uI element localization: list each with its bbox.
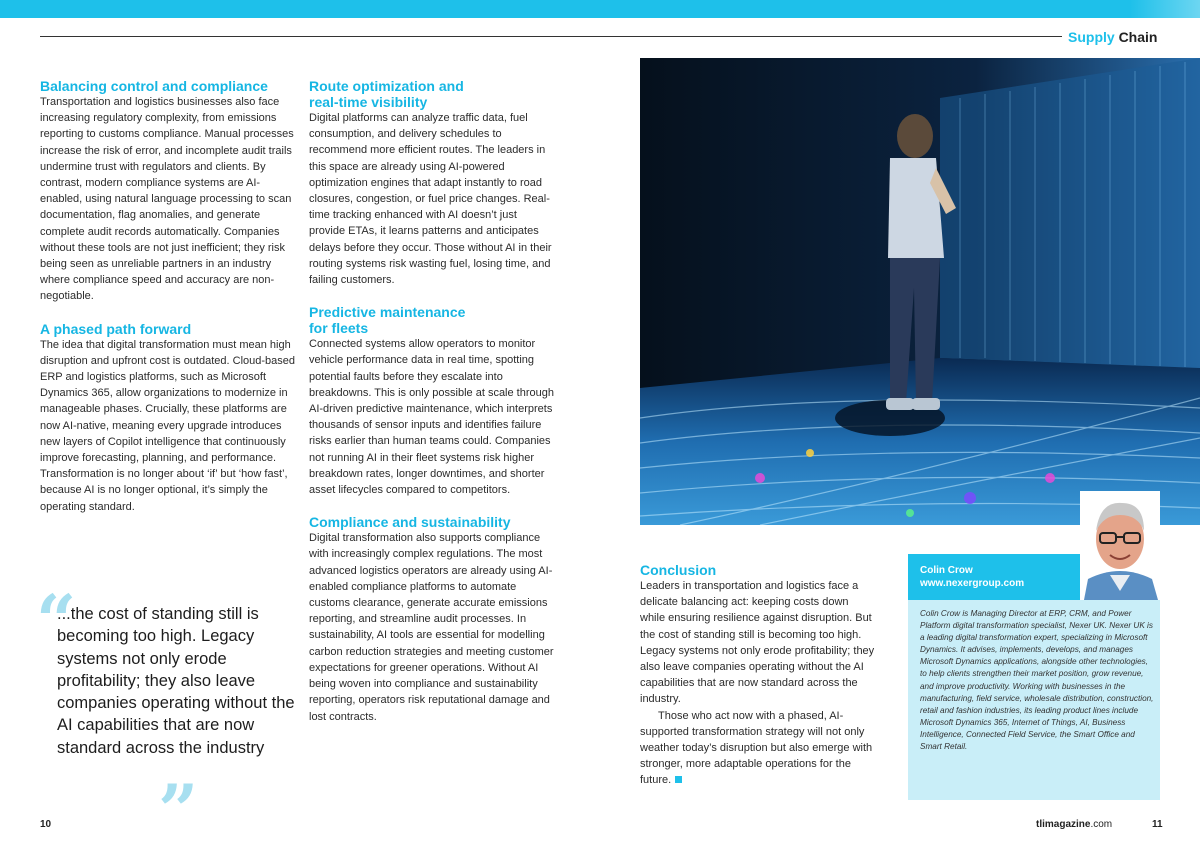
section-tag-word2: Chain — [1118, 29, 1158, 45]
left-column — [40, 78, 295, 515]
body-balancing-control: Transportation and logistics businesses also face increasing regulatory complexity, from emissions reporting to customs compliance. Manual processes increase the risk of error, and incomplete audit trails undermine trust with regulators and clients. By contrast, modern compliance systems are AI-enabled, using natural language processing to scan documentation, flag anomalies, and generate complete audit records automatically. Companies without these tools are not just inefficient; they risk being seen as unreliable partners in an industry where compliance speed and accuracy are non-negotiable. — [40, 96, 294, 303]
section-tag-word1: Supply — [1068, 29, 1115, 45]
pull-quote: ...the cost of standing still is becoming too high. Legacy systems not only erode profitability; they also leave companies operating without the AI capabilities that are now standard across the industry — [57, 605, 295, 757]
footer-website — [1036, 819, 1112, 830]
author-website-link[interactable]: www.nexergroup.com — [920, 578, 1025, 589]
middle-column — [309, 78, 554, 725]
heading-predictive-line2: for fleets — [309, 320, 369, 337]
author-bio-box — [908, 600, 1160, 800]
top-accent-fade — [1100, 0, 1200, 18]
feature-photo — [640, 58, 1200, 525]
heading-route-optimization — [309, 78, 554, 110]
body-route-optimization: Digital platforms can analyze traffic data, fuel consumption, and delivery schedules to recommend more efficient routes. The leaders in this space are already using AI-powered optimization engines that adapt instantly to road closures, congestion, or fuel price changes. Real-time tracking enhanced with AI doesn’t just provide ETAs, it learns patterns and anticipates delays before they occur. Those without AI in their routing systems risk wasting fuel, losing time, and failing customers. — [309, 112, 552, 287]
conclusion-column — [640, 562, 876, 789]
heading-route-line2: real-time visibility — [309, 94, 428, 110]
body-compliance-sustainability: Digital transformation also supports compliance with increasingly complex regulations. The most advanced logistics operators are already using AI-enabled compliance platforms to automate customs clearance, generate accurate emissions reporting, and streamline audit processes. In sustainability, AI tools are essential for modelling carbon reduction strategies and meeting customer expectations for greener operations. Without AI being woven into compliance and sustainability reporting, operators risk reputational damage and lost contracts. — [309, 532, 554, 723]
digital-art-photo-illustration — [640, 58, 1200, 525]
body-conclusion-para2 — [640, 708, 876, 789]
author-portrait — [1080, 491, 1160, 600]
heading-predictive-maintenance — [309, 304, 554, 336]
heading-predictive-line1: Predictive maintenance — [309, 304, 466, 321]
heading-compliance-sustainability: Compliance and sustainability — [309, 514, 511, 531]
author-photo-illustration — [1080, 491, 1160, 600]
close-quote-icon: ” — [158, 769, 199, 852]
heading-route-line1: Route optimization and — [309, 78, 464, 94]
author-name: Colin Crow — [920, 565, 973, 576]
body-predictive-maintenance: Connected systems allow operators to monitor vehicle performance data in real time, spotting potential faults before they escalate into breakdowns. This is only possible at scale through AI-driven predictive maintenance, which interprets thousands of sensor inputs and identifies failure risks earlier than human teams could. Companies not running AI in their fleet systems risk higher breakdown rates, longer downtimes, and shorter asset lifecycles compared to competitors. — [309, 338, 554, 497]
author-bio: Colin Crow is Managing Director at ERP, CRM, and Power Platform digital transformation specialist, Nexer UK. Nexer UK is a leading digital transformation expert, specializing in Microsoft Dynamics. It advises, implements, develops, and manages Microsoft Dynamics applications, alongside other technologies, to help clients strengthen their market position, grow revenue, and improve productivity. Working with businesses in the manufacturing, field service, wholesale distribution, construction, retail and fashion industries, its leading product lines include Microsoft Dynamics 365, Internet of Things, AI, Business Intelligence, Connected Field Service, the Smart Office and Smart Retail. — [920, 609, 1154, 752]
heading-balancing-control: Balancing control and compliance — [40, 78, 268, 94]
body-phased-path: The idea that digital transformation must mean high disruption and upfront cost is outdated. Cloud-based ERP and logistics platforms, such as Microsoft Dynamics 365, allow organizations to modernize in manageable phases. Crucially, these platforms are now AI-native, meaning every upgrade introduces new layers of Copilot intelligence that continuously improve forecasting, planning, and performance. Transformation is no longer about ‘if’ but ‘how fast’, because AI is no longer optional, it’s simply the operating standard. — [40, 338, 295, 513]
heading-conclusion: Conclusion — [640, 562, 717, 578]
open-quote-icon: “ — [36, 579, 77, 662]
body-conclusion-para1: Leaders in transportation and logistics face a delicate balancing act: keeping costs down while ensuring resilience against disruption. But the cost of standing still is becoming too high. Legacy systems not only erode profitability; they also leave companies operating without the AI capabilities that are now standard across the industry. — [640, 580, 875, 706]
page-number-left: 10 — [40, 819, 52, 830]
heading-phased-path: A phased path forward — [40, 320, 192, 337]
footer-site-tld: .com — [1090, 819, 1113, 830]
body-conclusion-para2-text: Those who act now with a phased, AI-supported transformation strategy will not only weather today’s disruption but also emerge with stronger, more adaptable operations for the future. — [640, 709, 873, 787]
footer-site-name: tlimagazine — [1036, 819, 1091, 830]
header-rule — [40, 36, 1062, 37]
end-square-icon — [675, 776, 682, 783]
page-number-right: 11 — [1152, 819, 1163, 830]
section-tag — [1068, 29, 1157, 45]
top-accent-bar — [0, 0, 1200, 18]
